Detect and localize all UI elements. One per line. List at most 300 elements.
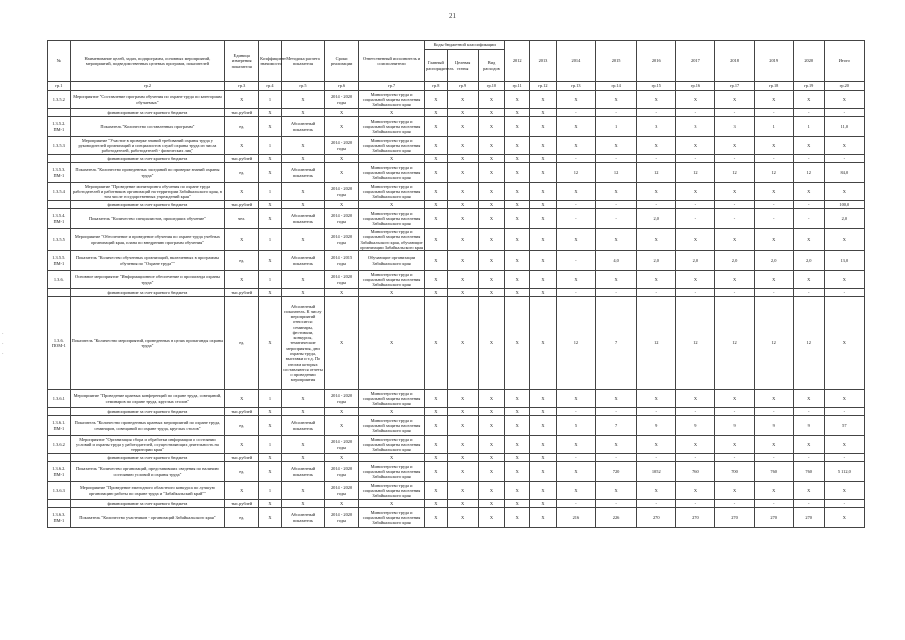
table-cell: Х (530, 251, 557, 271)
table-cell: 2,0 (637, 209, 676, 229)
table-cell: Х (754, 271, 793, 289)
table-cell: 12 (676, 163, 715, 183)
table-cell: 2014 - 2015 годы (325, 251, 359, 271)
table-cell: 3 (715, 117, 754, 137)
table-cell: Х (556, 482, 595, 500)
table-cell: 100,0 (824, 201, 864, 209)
table-cell: Абсолютный показатель (281, 163, 324, 183)
table-cell: Х (425, 209, 448, 229)
table-row (48, 462, 865, 482)
table-cell: ед. (225, 251, 259, 271)
table-cell: Х (637, 183, 676, 201)
table-cell: 2014 - 2020 годы (325, 91, 359, 109)
table-cell: Министерство труда и социальной защиты населения Забайкальского края (359, 508, 425, 528)
table-cell: 2,0 (637, 251, 676, 271)
table-cell: Х (259, 416, 282, 436)
table-cell: Х (637, 436, 676, 454)
table-cell: Х (824, 137, 864, 155)
table-cell: 2,0 (793, 251, 824, 271)
table-cell: Х (478, 436, 505, 454)
table-cell: Х (715, 482, 754, 500)
table-cell: Х (447, 454, 478, 462)
table-cell: Х (359, 408, 425, 416)
table-cell: 2,0 (676, 251, 715, 271)
table-cell: 12 (754, 297, 793, 390)
table-cell: Х (478, 91, 505, 109)
table-row (48, 91, 865, 109)
table-cell: 3 (676, 117, 715, 137)
table-cell: 1.3.6. ПОМ-1 (48, 297, 71, 390)
table-row (48, 109, 865, 117)
table-cell: Х (505, 91, 530, 109)
table-row (48, 508, 865, 528)
table-cell: Министерство труда и социальной защиты населения Забайкальского края (359, 271, 425, 289)
table-cell: - (595, 454, 636, 462)
table-cell: Х (478, 155, 505, 163)
table-row (48, 137, 865, 155)
table-cell: Х (425, 163, 448, 183)
table-cell: - (637, 155, 676, 163)
table-cell: Х (425, 155, 448, 163)
table-cell: Х (281, 500, 324, 508)
column-number: гр.2 (70, 82, 225, 91)
table-cell: Х (530, 482, 557, 500)
table-cell: Х (325, 500, 359, 508)
table-row (48, 416, 865, 436)
col-year: 2015 (595, 41, 636, 82)
table-cell: 12 (595, 163, 636, 183)
table-cell: Х (530, 137, 557, 155)
table-cell: ед. (225, 508, 259, 528)
table-cell: - (793, 454, 824, 462)
table-cell: 9 (676, 416, 715, 436)
table-cell: Х (425, 436, 448, 454)
table-cell: 12 (715, 163, 754, 183)
table-cell: 1052 (637, 462, 676, 482)
table-cell: Х (447, 289, 478, 297)
column-numbers-row (48, 82, 865, 91)
table-cell: Министерство труда и социальной защиты населения Забайкальского края (359, 462, 425, 482)
table-cell: Х (824, 271, 864, 289)
table-cell: Х (556, 390, 595, 408)
table-cell: Х (425, 416, 448, 436)
table-cell: Х (637, 482, 676, 500)
table-cell: - (595, 209, 636, 229)
table-cell: - (793, 289, 824, 297)
column-number: гр.6 (325, 82, 359, 91)
table-cell: Х (793, 482, 824, 500)
table-cell: ед. (225, 117, 259, 137)
table-cell: Х (530, 289, 557, 297)
table-cell: 2,0 (824, 209, 864, 229)
table-row (48, 117, 865, 137)
table-cell: Абсолютный показатель (281, 251, 324, 271)
table-cell: Х (715, 390, 754, 408)
table-cell: Х (715, 183, 754, 201)
col-year: 2013 (530, 41, 557, 82)
table-cell: Х (259, 462, 282, 482)
table-row (48, 271, 865, 289)
table-cell: Х (359, 155, 425, 163)
table-cell: Х (530, 201, 557, 209)
table-cell: Х (425, 109, 448, 117)
table-cell: Х (478, 229, 505, 251)
table-cell: Х (824, 436, 864, 454)
table-cell: Х (447, 508, 478, 528)
table-cell: Х (530, 109, 557, 117)
table-cell: Х (505, 183, 530, 201)
table-cell: Х (824, 390, 864, 408)
table-cell: Х (281, 289, 324, 297)
table-cell: Х (425, 183, 448, 201)
table-cell: Х (425, 117, 448, 137)
table-cell: Х (425, 500, 448, 508)
table-cell: Х (754, 229, 793, 251)
column-number: гр.5 (281, 82, 324, 91)
table-cell: финансирование за счет краевого бюджета (70, 500, 225, 508)
table-cell: 1 (793, 117, 824, 137)
table-cell: Х (325, 289, 359, 297)
table-cell: Х (225, 229, 259, 251)
table-cell: - (637, 454, 676, 462)
table-cell: Х (359, 109, 425, 117)
table-cell: 5 (556, 416, 595, 436)
table-cell: Х (281, 271, 324, 289)
table-cell: Х (259, 454, 282, 462)
table-cell: - (595, 201, 636, 209)
table-cell: - (754, 109, 793, 117)
table-cell: - (793, 408, 824, 416)
table-cell: тыс.рублей (225, 289, 259, 297)
table-cell: Х (478, 117, 505, 137)
table-cell: Х (754, 137, 793, 155)
table-cell: - (715, 201, 754, 209)
table-cell: - (556, 454, 595, 462)
table-cell: 1.3.6. (48, 271, 71, 289)
table-cell: Х (595, 482, 636, 500)
table-cell: 5 112,0 (824, 462, 864, 482)
table-cell: Х (530, 91, 557, 109)
table-row (48, 500, 865, 508)
table-cell: 270 (754, 508, 793, 528)
table-cell: 9 (637, 416, 676, 436)
table-cell: 12 (637, 297, 676, 390)
table-cell: тыс.рублей (225, 500, 259, 508)
table-cell: Х (281, 390, 324, 408)
table-cell: Х (556, 183, 595, 201)
table-cell: Абсолютный показатель (281, 117, 324, 137)
table-cell: финансирование за счет краевого бюджета (70, 201, 225, 209)
table-cell: Х (824, 297, 864, 390)
col-year: 2014 (556, 41, 595, 82)
table-cell: Х (325, 408, 359, 416)
table-cell: 84,0 (824, 163, 864, 183)
table-cell: Х (281, 229, 324, 251)
table-cell: Х (425, 229, 448, 251)
table-cell: 1.3.6.2 (48, 436, 71, 454)
table-cell: Х (478, 454, 505, 462)
table-cell: - (793, 500, 824, 508)
table-row (48, 201, 865, 209)
table-cell: Х (505, 416, 530, 436)
table-cell (48, 109, 71, 117)
table-cell: 1 (754, 117, 793, 137)
table-cell: Х (478, 209, 505, 229)
table-cell: Х (447, 271, 478, 289)
table-cell: ед. (225, 163, 259, 183)
table-cell: Х (530, 462, 557, 482)
table-cell: Министерство труда и социальной защиты населения Забайкальского края (359, 117, 425, 137)
table-cell: Мероприятие "Проведение краевых конференций по охране труда, совещаний, семинаров по охране труда, круглых столов" (70, 390, 225, 408)
table-cell: Х (478, 508, 505, 528)
table-cell: 1.3.6.3. ПМ-1 (48, 508, 71, 528)
table-cell: Х (637, 137, 676, 155)
column-number: гр.18 (754, 82, 793, 91)
table-cell: Министерство труда и социальной защиты населения Забайкальского края (359, 482, 425, 500)
table-cell: тыс.рублей (225, 201, 259, 209)
table-cell: Х (505, 117, 530, 137)
table-cell: 11,0 (824, 117, 864, 137)
column-number: гр.9 (447, 82, 478, 91)
table-cell: Х (478, 482, 505, 500)
table-cell: - (793, 109, 824, 117)
column-number: гр.3 (225, 82, 259, 91)
table-cell: Х (595, 390, 636, 408)
table-cell: 1.3.5.3 (48, 137, 71, 155)
table-cell: Х (478, 137, 505, 155)
table-cell: Мероприятие "Обеспечение и проведение обучения по охране труда учебных организаций края, плана по внедрению программ обучения" (70, 229, 225, 251)
table-cell: - (637, 289, 676, 297)
table-cell: Х (259, 117, 282, 137)
table-cell: Министерство труда и социальной защиты населения Забайкальского края, обучающие организации Забайкальского края (360, 229, 424, 250)
table-cell: Министерство труда и социальной защиты населения Забайкальского края (359, 436, 425, 454)
table-cell: - (715, 155, 754, 163)
table-cell: 12 (793, 297, 824, 390)
table-cell: Х (478, 297, 505, 390)
table-cell: - (556, 289, 595, 297)
table-cell: Х (325, 297, 359, 390)
table-cell: Х (530, 390, 557, 408)
table-cell: Х (595, 271, 636, 289)
table-cell: 1 (259, 229, 282, 251)
table-cell: - (754, 155, 793, 163)
table-cell: Х (359, 201, 425, 209)
table-cell: - (754, 289, 793, 297)
margin-marks: · · · (2, 332, 4, 357)
table-cell: Х (505, 500, 530, 508)
table-cell: Х (530, 500, 557, 508)
table-cell: Х (359, 500, 425, 508)
table-cell: Х (325, 109, 359, 117)
table-cell: Показатель "Количество специалистов, прошедших обучение" (70, 209, 225, 229)
table-cell: Показатель "Количество мероприятий, проведенных в целях пропаганды охраны труда" (70, 297, 225, 390)
table-cell: Абсолютный показатель (281, 508, 324, 528)
table-cell: Х (425, 408, 448, 416)
table-cell: Х (824, 229, 864, 251)
table-cell: - (676, 209, 715, 229)
table-cell: Х (505, 297, 530, 390)
table-cell: Х (478, 271, 505, 289)
table-cell: - (715, 109, 754, 117)
col-executor: Ответственный исполнитель и соисполнители (359, 41, 425, 82)
table-cell: 1 (595, 117, 636, 137)
col-kind: Вид расходов (478, 50, 505, 82)
col-term: Сроки реализации (325, 41, 359, 82)
table-cell: Х (556, 229, 595, 251)
table-cell: - (754, 201, 793, 209)
table-cell: 2014 - 2020 годы (325, 462, 359, 482)
table-cell: - (556, 155, 595, 163)
table-cell: Х (225, 482, 259, 500)
table-cell: 7 (595, 416, 636, 436)
table-cell: 2014 - 2020 годы (325, 229, 359, 251)
table-row (48, 163, 865, 183)
table-cell: Х (530, 163, 557, 183)
table-cell: 270 (715, 508, 754, 528)
column-number: гр.20 (824, 82, 864, 91)
table-cell: 12 (556, 297, 595, 390)
table-cell: Х (325, 117, 359, 137)
table-cell: 226 (595, 508, 636, 528)
table-cell: Х (425, 271, 448, 289)
table-cell: Х (425, 454, 448, 462)
table-cell: Х (824, 183, 864, 201)
table-cell: - (824, 289, 864, 297)
col-grbs: Главный распорядитель (425, 50, 448, 82)
table-body (48, 91, 865, 528)
table-cell: 1.3.5.2 (48, 91, 71, 109)
table-cell: Х (637, 91, 676, 109)
table-cell: Х (425, 508, 448, 528)
table-cell: Х (447, 109, 478, 117)
table-cell: Х (676, 229, 715, 251)
col-year: 2017 (676, 41, 715, 82)
table-cell: Х (359, 289, 425, 297)
table-cell: - (556, 109, 595, 117)
table-cell: Х (447, 462, 478, 482)
table-cell: Х (281, 436, 324, 454)
table-row (48, 454, 865, 462)
table-cell: Х (715, 436, 754, 454)
table-cell: Мероприятие "Составление программ обучения по охране труда по категориям обучаемых" (70, 91, 225, 109)
table-cell: Х (447, 163, 478, 183)
table-cell: - (824, 454, 864, 462)
table-cell: - (637, 201, 676, 209)
table-cell: - (676, 289, 715, 297)
table-cell (48, 201, 71, 209)
table-cell: - (824, 155, 864, 163)
table-cell: Х (505, 408, 530, 416)
table-cell: 12 (793, 163, 824, 183)
table-cell: Х (530, 408, 557, 416)
table-cell: 2014 - 2020 годы (325, 271, 359, 289)
table-cell: Х (447, 408, 478, 416)
table-cell: Х (359, 297, 425, 390)
table-cell: 9 (715, 416, 754, 436)
col-target: Целевая статья (447, 50, 478, 82)
table-cell: Министерство труда и социальной защиты населения Забайкальского края (359, 183, 425, 201)
col-year: 2018 (715, 41, 754, 82)
table-cell: Х (281, 201, 324, 209)
col-coef: Коэффициент значимости (259, 41, 282, 82)
table-cell: Х (754, 436, 793, 454)
table-cell: Х (325, 454, 359, 462)
table-cell: Х (676, 390, 715, 408)
table-cell: Х (676, 91, 715, 109)
table-cell: Х (281, 454, 324, 462)
table-cell: 1 (259, 91, 282, 109)
table-cell: Х (793, 390, 824, 408)
table-cell: Х (478, 416, 505, 436)
table-cell: Х (754, 482, 793, 500)
table-cell: Показатель "Количество обученных организаций, включенных в программы обучения по "Охране труда"" (70, 251, 225, 271)
table-cell: Х (556, 91, 595, 109)
table-cell: 1 (259, 271, 282, 289)
table-cell: Х (595, 137, 636, 155)
table-cell: Х (530, 209, 557, 229)
table-row (48, 436, 865, 454)
table-cell: Х (259, 155, 282, 163)
table-cell: Х (325, 416, 359, 436)
table-cell: 1 (259, 183, 282, 201)
table-cell: 270 (793, 508, 824, 528)
table-cell: Х (530, 117, 557, 137)
table-cell: Х (595, 229, 636, 251)
table-cell: Х (793, 229, 824, 251)
table-cell: Х (478, 408, 505, 416)
table-cell: 2014 - 2020 годы (325, 209, 359, 229)
table-cell: Х (530, 508, 557, 528)
table-cell: Х (225, 183, 259, 201)
table-cell: 2014 - 2020 годы (325, 183, 359, 201)
table-cell: Х (824, 482, 864, 500)
table-cell: Х (505, 289, 530, 297)
table-cell: Мероприятие "Участие в проверке знаний требований охраны труда у руководителей организаций и специалистов служб охраны труда из числа работодателей, работодателей - физических лиц" (70, 137, 225, 155)
table-cell: 1 (259, 482, 282, 500)
table-cell: Х (447, 229, 478, 251)
table-cell: 760 (754, 462, 793, 482)
table-cell: Х (754, 91, 793, 109)
table-cell: Х (824, 508, 864, 528)
table-cell: 1.3.5.5. ПМ-1 (48, 251, 71, 271)
table-cell: Х (478, 462, 505, 482)
table-cell: Х (478, 251, 505, 271)
table-cell: Х (505, 109, 530, 117)
table-cell: - (715, 289, 754, 297)
table-row (48, 251, 865, 271)
table-cell: 2014 - 2020 годы (325, 436, 359, 454)
column-number: гр.12 (530, 82, 557, 91)
table-cell: Показатель "Количество проведенных заседаний по проверке знаний охраны труда" (70, 163, 225, 183)
table-cell: 270 (676, 508, 715, 528)
table-row (48, 297, 865, 390)
table-cell: Х (505, 163, 530, 183)
table-cell: Х (637, 271, 676, 289)
table-cell: Х (530, 297, 557, 390)
table-cell: 1.3.6.2. ПМ-1 (48, 462, 71, 482)
table-cell: - (824, 109, 864, 117)
table-cell: - (595, 155, 636, 163)
table-cell: 216 (556, 508, 595, 528)
table-cell: Х (325, 201, 359, 209)
table-cell: Х (505, 436, 530, 454)
table-cell: финансирование за счет краевого бюджета (70, 408, 225, 416)
table-cell: Х (259, 251, 282, 271)
table-cell: Х (359, 454, 425, 462)
table-cell: Министерство труда и социальной защиты населения Забайкальского края (359, 390, 425, 408)
table-cell: Х (325, 155, 359, 163)
table-cell: финансирование за счет краевого бюджета (70, 289, 225, 297)
